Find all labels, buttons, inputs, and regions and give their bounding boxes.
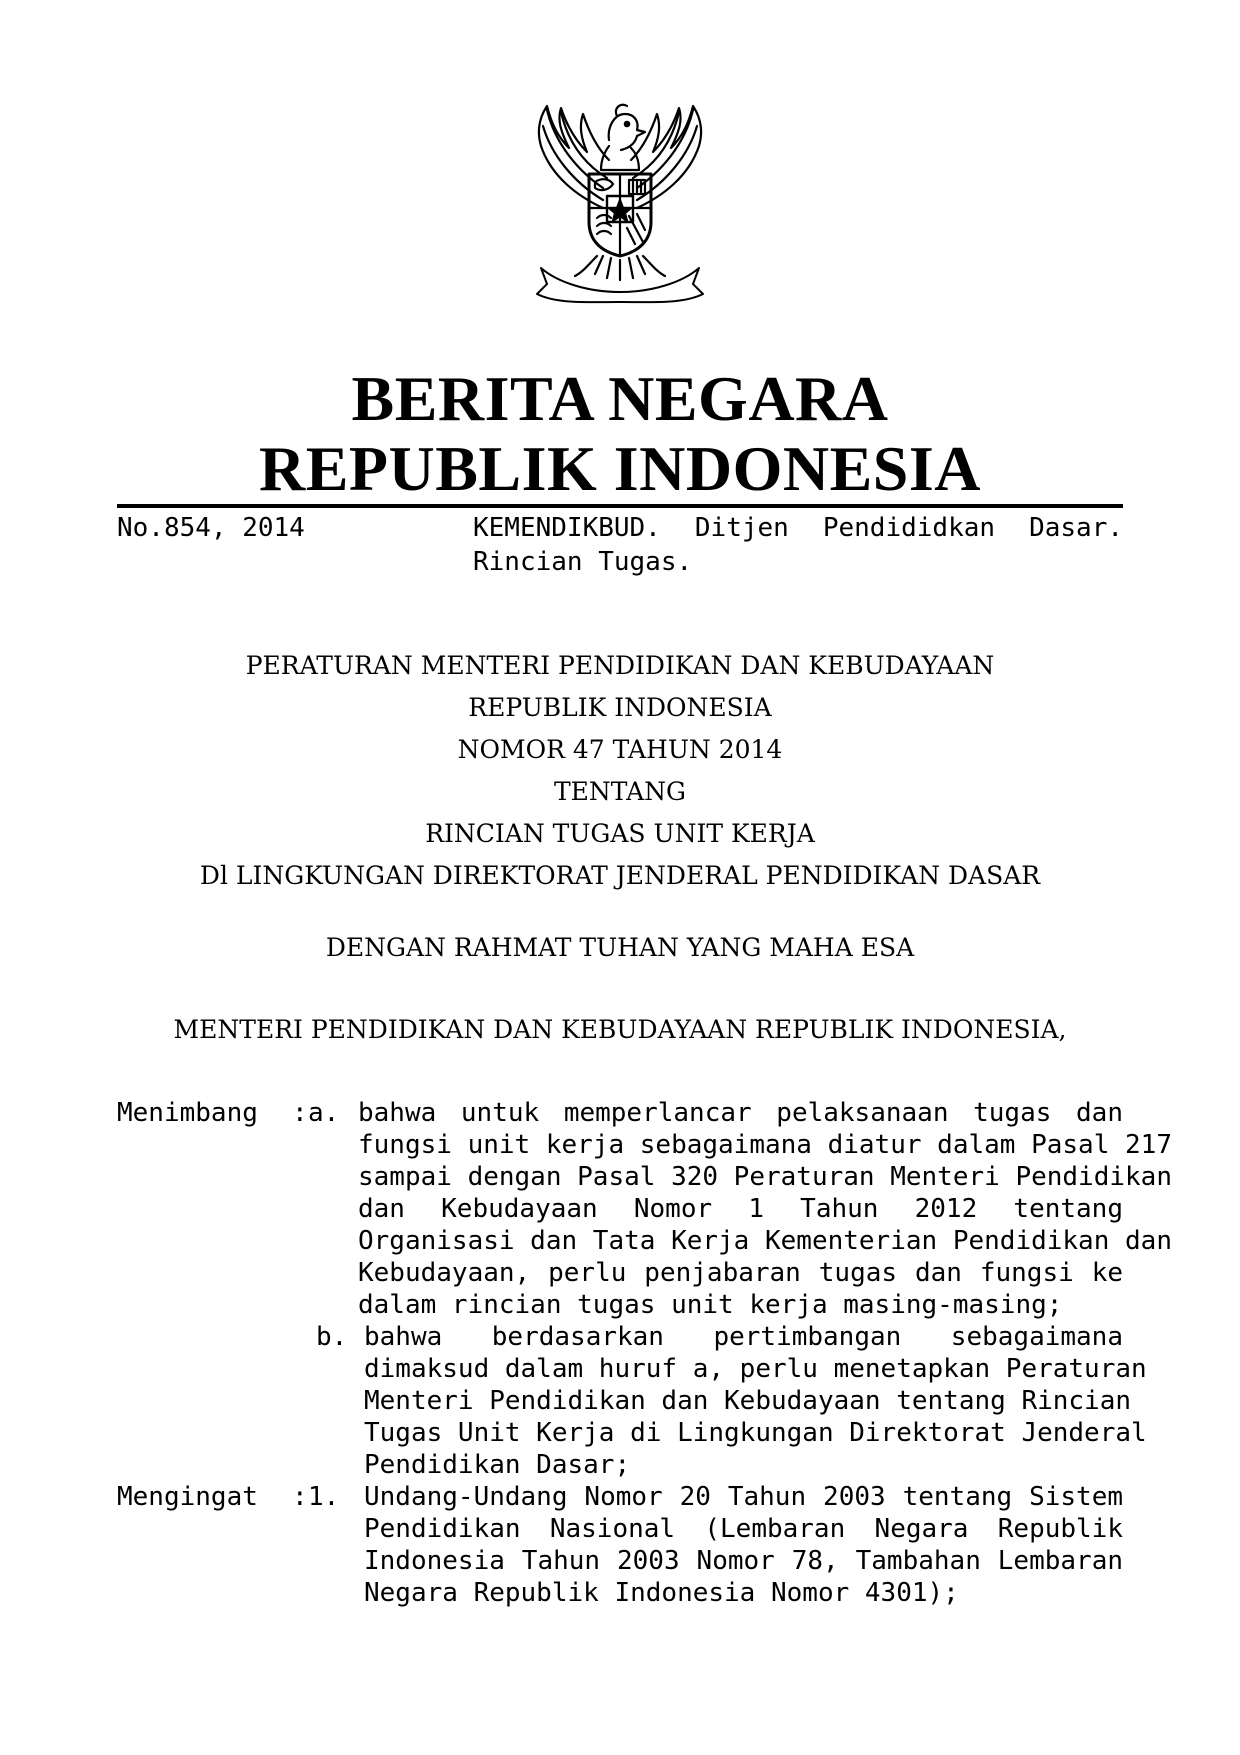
paragraph-line: Menteri Pendidikan dan Kebudayaan tentang Rincian <box>364 1386 1132 1416</box>
gazette-subject <box>473 511 1123 579</box>
gazette-number: No.854, 2014 <box>117 513 305 543</box>
mengingat-marker-1: 1. <box>308 1482 340 1512</box>
masthead-title: BERITA NEGARA <box>351 363 889 434</box>
paragraph-line: bahwa untuk memperlancar pelaksanaan tugas dan <box>358 1098 1123 1128</box>
menimbang-marker-b: b. <box>316 1322 348 1352</box>
paragraph-line: Undang-Undang Nomor 20 Tahun 2003 tentang Sistem <box>364 1482 1123 1512</box>
menimbang-label: Menimbang <box>117 1098 258 1128</box>
mengingat-colon: : <box>292 1482 308 1512</box>
menimbang-marker-a: a. <box>308 1098 340 1128</box>
masthead-divider <box>117 504 1123 508</box>
paragraph-line: Kebudayaan, perlu penjabaran tugas dan fungsi ke <box>358 1258 1123 1288</box>
menimbang-item-b <box>364 1321 1147 1481</box>
paragraph-line: Pendidikan Nasional (Lembaran Negara Republik <box>364 1514 1123 1544</box>
regulation-title-line: RINCIAN TUGAS UNIT KERJA <box>425 819 815 848</box>
regulation-title-line: TENTANG <box>553 777 686 806</box>
paragraph-line: dan Kebudayaan Nomor 1 Tahun 2012 tentang <box>358 1194 1123 1224</box>
subject-line: KEMENDIKBUD. Ditjen Pendididkan Dasar. <box>473 513 1123 543</box>
paragraph-line: Pendidikan Dasar; <box>364 1450 631 1480</box>
regulation-title-line: REPUBLIK INDONESIA <box>468 693 772 722</box>
paragraph-line: Tugas Unit Kerja di Lingkungan Direktorat Jenderal <box>364 1418 1147 1448</box>
regulation-title-line: Dl LINGKUNGAN DIREKTORAT JENDERAL PENDIDIKAN DASAR <box>199 861 1041 890</box>
paragraph-line: Indonesia Tahun 2003 Nomor 78, Tambahan Lembaran <box>364 1546 1123 1576</box>
paragraph-line: fungsi unit kerja sebagaimana diatur dalam Pasal 217 <box>358 1130 1172 1160</box>
paragraph-line: dalam rincian tugas unit kerja masing-masing; <box>358 1290 1063 1320</box>
paragraph-line: sampai dengan Pasal 320 Peraturan Menteri Pendidikan <box>358 1162 1172 1192</box>
garuda-pancasila-emblem <box>517 96 723 304</box>
masthead-subtitle: REPUBLIK INDONESIA <box>258 433 982 504</box>
preamble: DENGAN RAHMAT TUHAN YANG MAHA ESA <box>325 933 915 962</box>
mengingat-label: Mengingat <box>117 1482 258 1512</box>
paragraph-line: dimaksud dalam huruf a, perlu menetapkan Peraturan <box>364 1354 1147 1384</box>
menimbang-item-a <box>358 1097 1172 1321</box>
mengingat-item-1 <box>364 1481 1123 1609</box>
paragraph-line: Organisasi dan Tata Kerja Kementerian Pendidikan dan <box>358 1226 1172 1256</box>
paragraph-line: Negara Republik Indonesia Nomor 4301); <box>364 1578 959 1608</box>
issuer: MENTERI PENDIDIKAN DAN KEBUDAYAAN REPUBLIK INDONESIA, <box>173 1015 1067 1044</box>
regulation-title-line: PERATURAN MENTERI PENDIDIKAN DAN KEBUDAYAAN <box>245 651 995 680</box>
paragraph-line: bahwa berdasarkan pertimbangan sebagaimana <box>364 1322 1123 1352</box>
subject-line: Rincian Tugas. <box>473 547 693 577</box>
menimbang-colon: : <box>292 1098 308 1128</box>
regulation-number: NOMOR 47 TAHUN 2014 <box>457 735 783 764</box>
